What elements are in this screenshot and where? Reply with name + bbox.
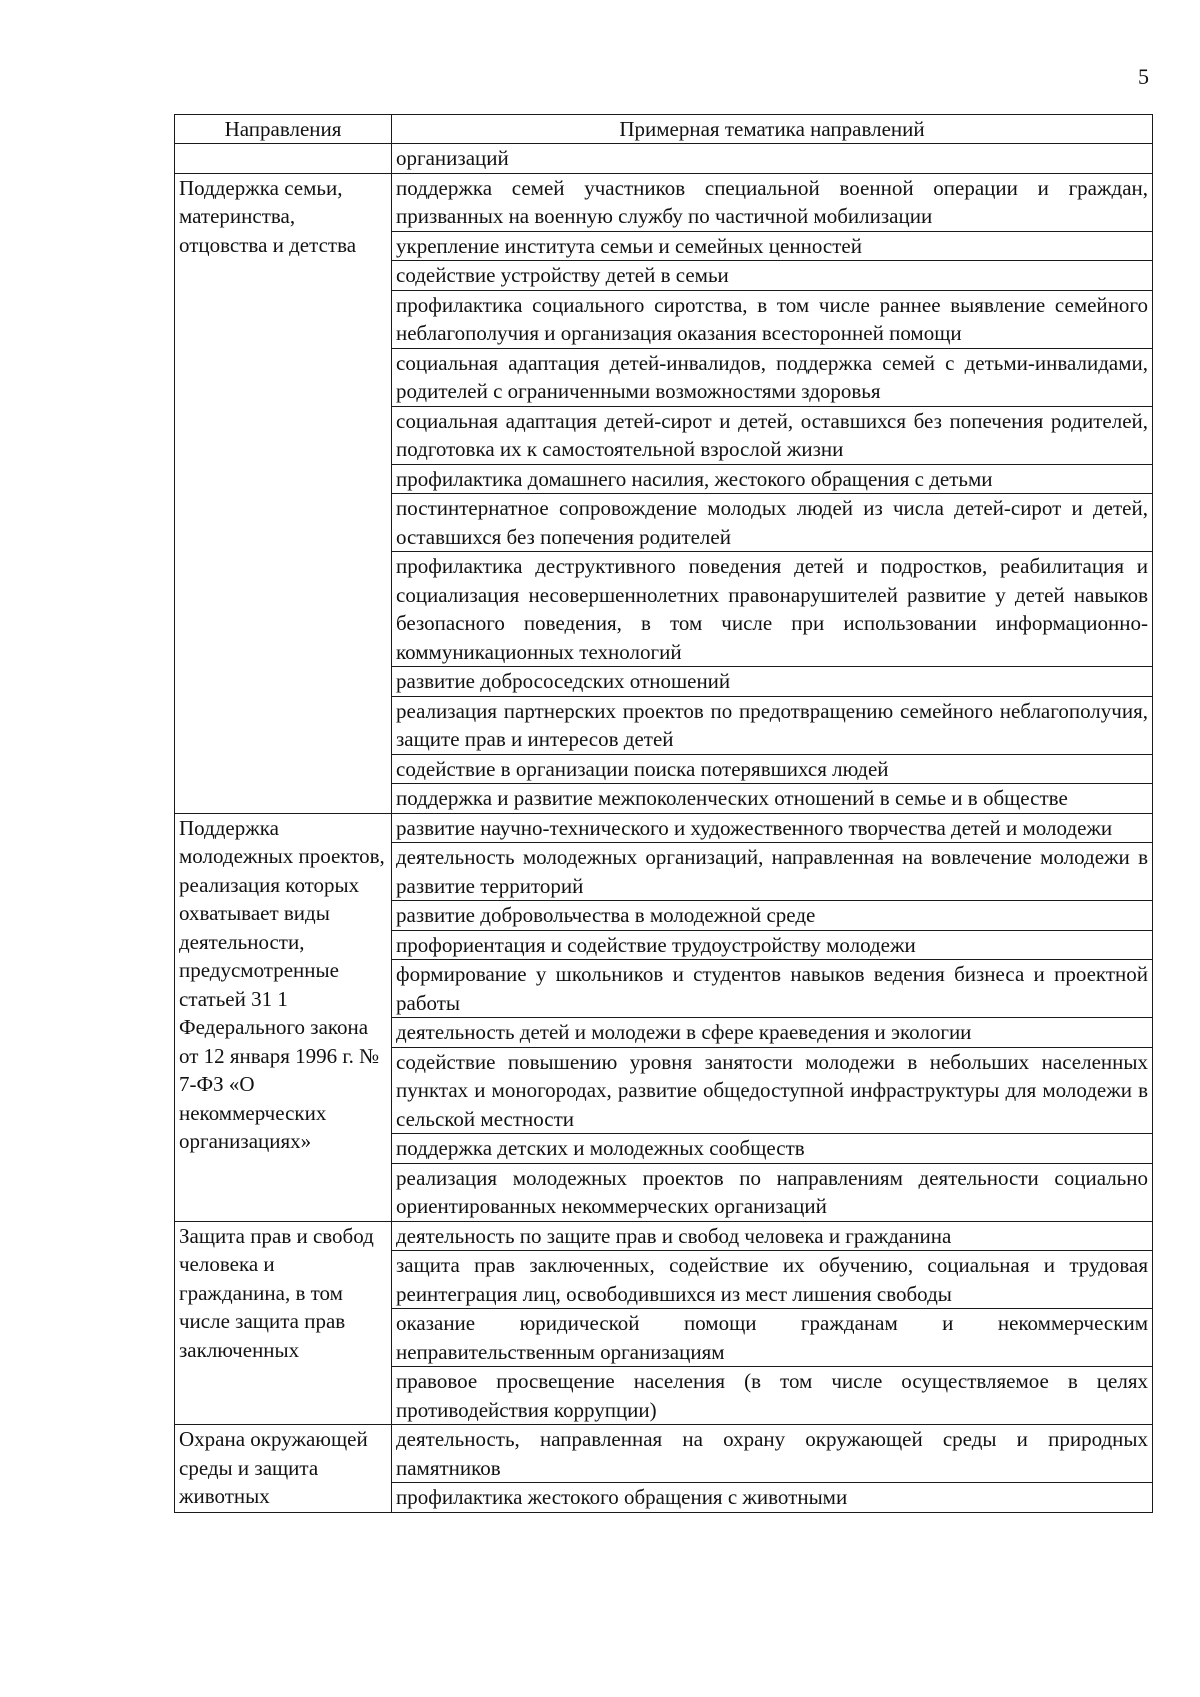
topic-cell: поддержка и развитие межпоколенческих отношений в семье и в обществе <box>392 784 1153 814</box>
topic-cell: профилактика социального сиротства, в том числе раннее выявление семейного неблагополучия и организация оказания всесторонней помощи <box>392 290 1153 348</box>
continuation-row <box>175 144 1153 174</box>
topic-cell: профориентация и содействие трудоустройству молодежи <box>392 930 1153 960</box>
direction-cell: Поддержка молодежных проектов, реализация которых охватывает виды деятельности, предусмотренные статьей 31 1 Федерального закона от 12 января 1996 г. № 7-ФЗ «О некоммерческих организациях» <box>175 813 392 1221</box>
topic-cell: деятельность, направленная на охрану окружающей среды и природных памятников <box>392 1425 1153 1483</box>
topic-cell: укрепление института семьи и семейных ценностей <box>392 231 1153 261</box>
direction-cell: Поддержка семьи, материнства, отцовства и детства <box>175 173 392 813</box>
continuation-direction-cell <box>175 144 392 174</box>
direction-cell: Защита прав и свобод человека и гражданина, в том числе защита прав заключенных <box>175 1221 392 1425</box>
table-row <box>175 813 1153 843</box>
topic-cell: оказание юридической помощи гражданам и некоммерческим неправительственным организациям <box>392 1309 1153 1367</box>
direction-cell: Охрана окружающей среды и защита животных <box>175 1425 392 1513</box>
header-directions: Направления <box>175 115 392 144</box>
topic-cell: защита прав заключенных, содействие их обучению, социальная и трудовая реинтеграция лиц, освободившихся из мест лишения свободы <box>392 1251 1153 1309</box>
table-row <box>175 1221 1153 1251</box>
topic-cell: деятельность по защите прав и свобод человека и гражданина <box>392 1221 1153 1251</box>
topic-cell: содействие повышению уровня занятости молодежи в небольших населенных пунктах и моногородах, развитие общедоступной инфраструктуры для молодежи в сельской местности <box>392 1047 1153 1134</box>
topic-cell: постинтернатное сопровождение молодых людей из числа детей-сирот и детей, оставшихся без попечения родителей <box>392 494 1153 552</box>
header-topics: Примерная тематика направлений <box>392 115 1153 144</box>
header-row <box>175 115 1153 144</box>
topics-table <box>174 114 1153 1513</box>
topic-cell: поддержка детских и молодежных сообществ <box>392 1134 1153 1164</box>
topic-cell: деятельность детей и молодежи в сфере краеведения и экологии <box>392 1018 1153 1048</box>
topic-cell: развитие добрососедских отношений <box>392 667 1153 697</box>
continuation-topic-cell: организаций <box>392 144 1153 174</box>
topic-cell: содействие устройству детей в семьи <box>392 261 1153 291</box>
topic-cell: правовое просвещение населения (в том числе осуществляемое в целях противодействия коррупции) <box>392 1367 1153 1425</box>
topic-cell: формирование у школьников и студентов навыков ведения бизнеса и проектной работы <box>392 960 1153 1018</box>
topic-cell: реализация партнерских проектов по предотвращению семейного неблагополучия, защите прав и интересов детей <box>392 696 1153 754</box>
topic-cell: деятельность молодежных организаций, направленная на вовлечение молодежи в развитие территорий <box>392 843 1153 901</box>
topic-cell: развитие научно-технического и художественного творчества детей и молодежи <box>392 813 1153 843</box>
topic-cell: профилактика жестокого обращения с животными <box>392 1483 1153 1513</box>
topic-cell: профилактика деструктивного поведения детей и подростков, реабилитация и социализация несовершеннолетних правонарушителей развитие у детей навыков безопасного поведения, в том числе при использовании информационно-коммуникационных технологий <box>392 552 1153 667</box>
topic-cell: поддержка семей участников специальной военной операции и граждан, призванных на военную службу по частичной мобилизации <box>392 173 1153 231</box>
page-number: 5 <box>1138 64 1149 89</box>
topic-cell: профилактика домашнего насилия, жестокого обращения с детьми <box>392 464 1153 494</box>
topic-cell: социальная адаптация детей-сирот и детей, оставшихся без попечения родителей, подготовка их к самостоятельной взрослой жизни <box>392 406 1153 464</box>
topic-cell: реализация молодежных проектов по направлениям деятельности социально ориентированных некоммерческих организаций <box>392 1163 1153 1221</box>
topic-cell: развитие добровольчества в молодежной среде <box>392 901 1153 931</box>
table-row <box>175 173 1153 231</box>
topic-cell: социальная адаптация детей-инвалидов, поддержка семей с детьми-инвалидами, родителей с ограниченными возможностями здоровья <box>392 348 1153 406</box>
table-row <box>175 1425 1153 1483</box>
topic-cell: содействие в организации поиска потерявшихся людей <box>392 754 1153 784</box>
